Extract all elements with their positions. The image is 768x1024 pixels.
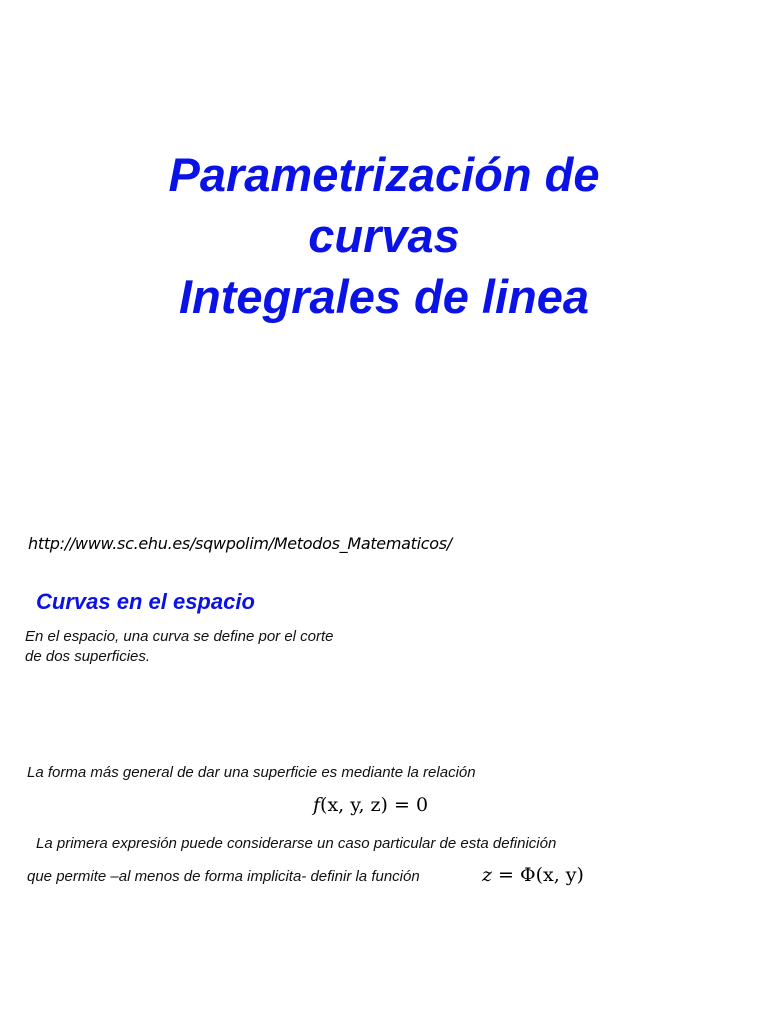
- general-form-text: La forma más general de dar una superficie es mediante la relación: [27, 764, 476, 781]
- equation-phi: Φ: [520, 864, 536, 886]
- page-title: [0, 144, 768, 327]
- equation-implicit-surface: [313, 794, 428, 816]
- title-line-2: curvas: [308, 209, 460, 262]
- intro-line-2: de dos superficies.: [25, 648, 151, 665]
- section-heading: Curvas en el espacio: [36, 589, 255, 614]
- equation-rhs: = 0: [387, 794, 429, 816]
- equation-equals: =: [492, 864, 521, 886]
- intro-line-1: En el espacio, una curva se define por el corte: [25, 628, 334, 645]
- title-line-3: Integrales de linea: [178, 270, 590, 323]
- title-line-1: Parametrización de: [168, 148, 600, 201]
- equation-function-symbol: f: [313, 794, 321, 816]
- implicit-function-text: que permite –al menos de forma implicita- definir la función: [27, 868, 420, 885]
- equation-phi-arguments: (x, y): [535, 864, 584, 886]
- source-url: http://www.sc.ehu.es/sqwpolim/Metodos_Matematicos/: [28, 534, 452, 553]
- equation-lhs: z: [482, 864, 493, 886]
- equation-explicit-surface: [482, 864, 584, 886]
- particular-case-text: La primera expresión puede considerarse un caso particular de esta definición: [36, 835, 557, 852]
- intro-paragraph: [25, 627, 405, 667]
- equation-arguments: (x, y, z): [320, 794, 388, 816]
